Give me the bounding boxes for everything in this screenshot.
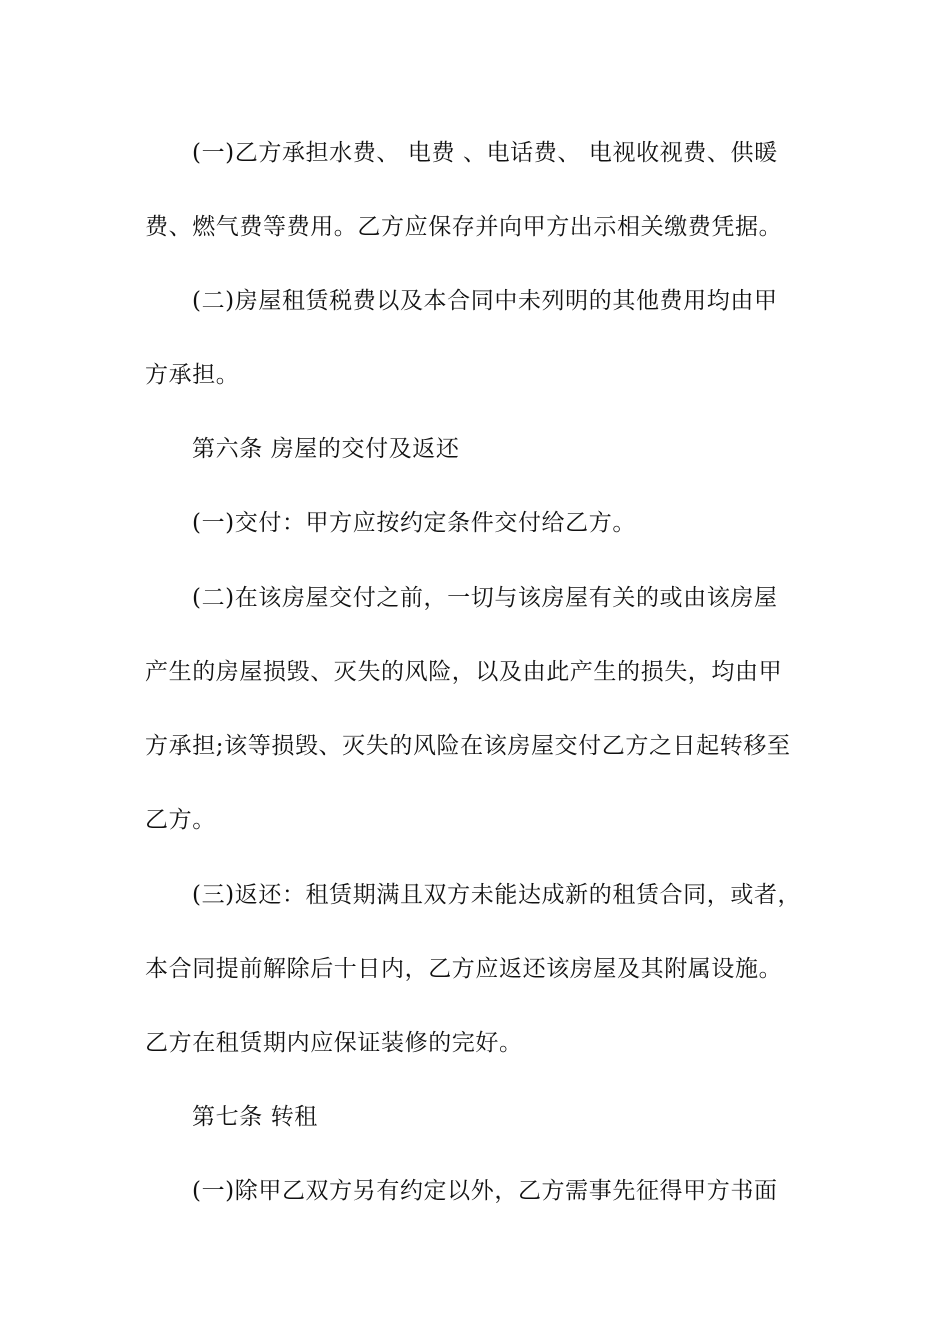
- clause-6-2-line-3: 方承担;该等损毁、灭失的风险在该房屋交付乙方之日起转移至: [145, 733, 791, 759]
- clause-5-2-line-2: 方承担。: [145, 362, 240, 388]
- clause-6-3-line-3: 乙方在租赁期内应保证装修的完好。: [145, 1030, 523, 1056]
- clause-6-3-line-2: 本合同提前解除后十日内，乙方应返还该房屋及其附属设施。: [145, 956, 783, 982]
- clause-6-2-line-4: 乙方。: [145, 807, 216, 833]
- clause-5-2-line-1: (二)房屋租赁税费以及本合同中未列明的其他费用均由甲: [192, 288, 778, 314]
- clause-7-1-line-1: (一)除甲乙双方另有约定以外，乙方需事先征得甲方书面: [192, 1178, 778, 1204]
- clause-6-3-line-1: (三)返还：租赁期满且双方未能达成新的租赁合同，或者，: [192, 882, 802, 908]
- clause-5-1-line-2: 费、燃气费等费用。乙方应保存并向甲方出示相关缴费凭据。: [145, 214, 783, 240]
- clause-6-2-line-2: 产生的房屋损毁、灭失的风险，以及由此产生的损失，均由甲: [145, 659, 783, 685]
- clause-6-1-line-1: (一)交付：甲方应按约定条件交付给乙方。: [192, 510, 636, 536]
- article-6-heading: 第六条 房屋的交付及返还: [192, 436, 460, 462]
- clause-5-1-line-1: (一)乙方承担水费、 电费 、电话费、 电视收视费、供暖: [192, 140, 778, 166]
- clause-6-2-line-1: (二)在该房屋交付之前，一切与该房屋有关的或由该房屋: [192, 585, 778, 611]
- article-7-heading: 第七条 转租: [192, 1104, 318, 1130]
